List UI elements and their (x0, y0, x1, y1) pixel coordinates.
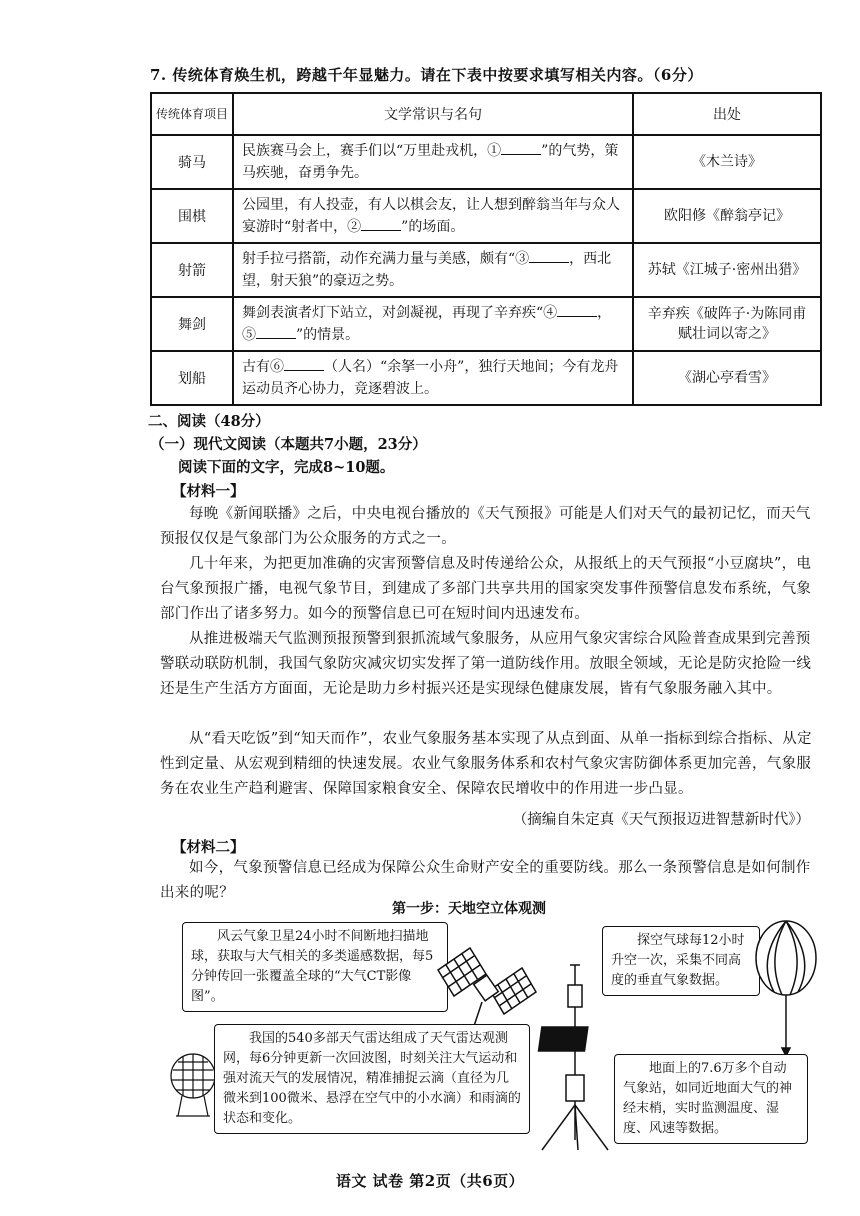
text-segment: 舞剑表演者灯下站立，对剑凝视，再现了辛弃疾“ (242, 305, 544, 321)
material-1-citation: （摘编自朱定真《天气预报迈进智慧新时代》） (512, 812, 810, 828)
sport-name: 骑马 (151, 135, 233, 189)
header-sport: 传统体育项目 (151, 93, 233, 135)
table-row (151, 189, 821, 243)
material-1-paragraph: 从“看天吃饭”到“知天而作”，农业气象服务基本实现了从点到面、从单一指标到综合指标、从定性到定量、从宏观到精细的快速发展。农业气象服务体系和农村气象灾害防御体系更加完善，气象服务在农业生产趋利避害、保障国家粮食安全、保障农民增收中的作用进一步凸显。 (160, 731, 812, 797)
balloon-info-box (602, 926, 760, 996)
page-footer: 语文 试卷 第2页（共6页） (335, 1172, 525, 1190)
weather-balloon-icon (752, 918, 820, 1058)
literature-cell (233, 351, 633, 405)
sport-name: 舞剑 (151, 297, 233, 351)
text-segment: ”的场面。 (401, 219, 465, 235)
literature-cell (233, 135, 633, 189)
source-cell: 苏轼《江城子·密州出猎》 (633, 243, 821, 297)
question-7-title: 7. 传统体育焕生机，跨越千年显魅力。请在下表中按要求填写相关内容。（6分） (150, 66, 703, 84)
satellite-text: 风云气象卫星24小时不间断地扫描地球，获取与大气相关的多类遥感数据，每5分钟传回一张覆盖全球的“大气CT影像图”。 (191, 929, 434, 1004)
material-1-paragraph: 从推进极端天气监测预报预警到狠抓流域气象服务，从应用气象灾害综合风险普查成果到完善预警联动联防机制，我国气象防灾减灾切实发挥了第一道防线作用。放眼全领域，无论是防灾抢险一线还是生产生活方方面面，无论是助力乡村振兴还是实现绿色健康发展，皆有气象服务融入其中。 (160, 631, 812, 697)
table-row (151, 135, 821, 189)
blank-number: ⑤ (242, 327, 256, 343)
source-cell: 《木兰诗》 (633, 135, 821, 189)
material-2-paragraph: 如今，气象预警信息已经成为保障公众生命财产安全的重要防线。那么一条预警信息是如何制作出来的呢？ (160, 860, 811, 901)
text-segment: ”的情景。 (296, 327, 360, 343)
literature-cell (233, 297, 633, 351)
answer-blank[interactable] (529, 248, 569, 263)
reading-instruction: 阅读下面的文字，完成8~10题。 (178, 459, 395, 476)
ground-station-info-box (614, 1054, 808, 1144)
question-7-table (150, 92, 822, 406)
source-cell: 辛弃疾《破阵子·为陈同甫赋壮词以寄之》 (633, 297, 821, 351)
material-1-label: 【材料一】 (172, 483, 245, 500)
blank-number: ③ (515, 251, 530, 267)
balloon-text: 探空气球每12小时升空一次，采集不同高度的垂直气象数据。 (611, 933, 745, 988)
material-2-label: 【材料二】 (172, 839, 245, 856)
section-2-title: 二、阅读（48分） (148, 413, 270, 430)
sport-name: 射箭 (151, 243, 233, 297)
sport-name: 围棋 (151, 189, 233, 243)
table-row (151, 351, 821, 405)
text-segment: ，西北望，射天狼”的豪迈之势。 (242, 251, 612, 289)
text-segment: （人名）“余拏一小舟”，独行天地间；今有龙舟运动员齐心协力，竞逐碧波上。 (242, 359, 619, 397)
material-1-paragraph: 几十年来，为把更加准确的灾害预警信息及时传递给公众，从报纸上的天气预报“小豆腐块”，电台气象预报广播，电视气象节目，到建成了多部门共享共用的国家突发事件预警信息发布系统，气象部门作出了诸多努力。如今的预警信息已可在短时间内迅速发布。 (160, 556, 812, 622)
text-segment: 古有 (242, 359, 270, 375)
blank-number: ⑥ (270, 359, 284, 375)
literature-cell (233, 243, 633, 297)
text-segment: 公园里，有人投壶，有人以棋会友，让人想到醉翁当年与众人宴游时“射者中， (242, 197, 620, 235)
text-segment: ”的气势，策马疾驰，奋勇争先。 (242, 143, 619, 181)
blank-number: ① (487, 143, 502, 159)
literature-cell (233, 189, 633, 243)
answer-blank[interactable] (557, 302, 597, 317)
blank-number: ④ (543, 305, 558, 321)
radar-dome-icon (168, 1050, 218, 1120)
text-segment: ， (597, 305, 612, 321)
source-cell: 欧阳修《醉翁亭记》 (633, 189, 821, 243)
section-2-subtitle: （一）现代文阅读（本题共7小题，23分） (150, 436, 427, 453)
radar-text: 我国的540多部天气雷达组成了天气雷达观测网，每6分钟更新一次回波图，时刻关注大气运动和强对流天气的发展情况，精准捕捉云滴（直径为几微米到100微米、悬浮在空气中的小水滴）和雨滴的状态和变化。 (223, 1031, 521, 1126)
step-1-title: 第一步：天地空立体观测 (392, 901, 546, 917)
header-source: 出处 (633, 93, 821, 135)
sport-name: 划船 (151, 351, 233, 405)
table-row (151, 297, 821, 351)
answer-blank[interactable] (256, 324, 296, 339)
radar-info-box (214, 1024, 530, 1134)
text-segment: 民族赛马会上，赛手们以“万里赴戎机， (242, 143, 488, 159)
answer-blank[interactable] (361, 216, 401, 231)
answer-blank[interactable] (501, 140, 541, 155)
text-segment: 射手拉弓搭箭，动作充满力量与美感，颇有“ (242, 251, 516, 267)
source-cell: 《湖心亭看雪》 (633, 351, 821, 405)
material-1-paragraph: 每晚《新闻联播》之后，中央电视台播放的《天气预报》可能是人们对天气的最初记忆，而天气预报仅仅是气象部门为公众服务的方式之一。 (160, 506, 811, 547)
blank-number: ② (347, 219, 362, 235)
ground-station-text: 地面上的7.6万多个自动气象站，如同近地面大气的神经末梢，实时监测温度、湿度、风速等数据。 (623, 1061, 793, 1136)
answer-blank[interactable] (284, 356, 324, 371)
header-literature: 文学常识与名句 (233, 93, 633, 135)
table-row (151, 243, 821, 297)
satellite-info-box (182, 922, 448, 1012)
